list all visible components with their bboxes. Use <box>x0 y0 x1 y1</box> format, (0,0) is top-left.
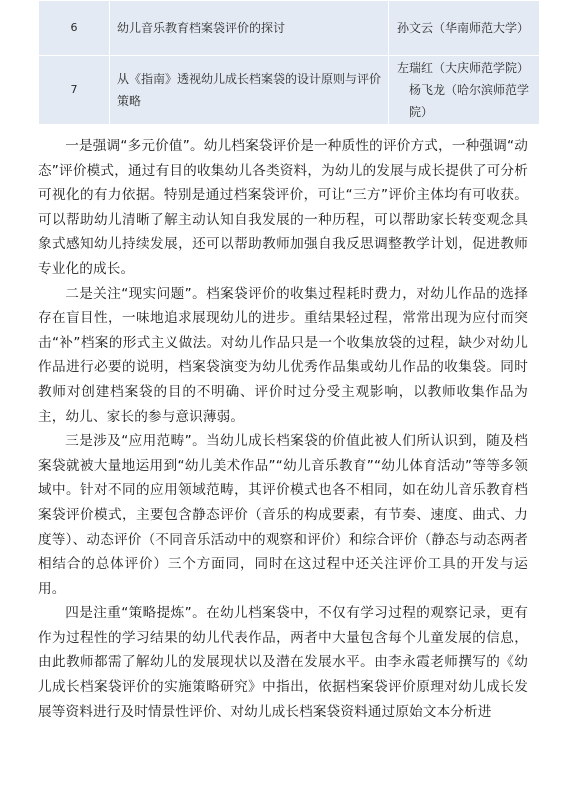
reference-table-wrapper <box>38 0 540 125</box>
author-name: 左瑞红（大庆师范学院） <box>397 61 530 75</box>
row-title: 从《指南》透视幼儿成长档案袋的设计原则与评价策略 <box>110 56 389 125</box>
author-name: 孙文云（华南师范大学） <box>397 21 530 35</box>
table-row <box>39 56 540 125</box>
row-number: 6 <box>39 1 110 56</box>
row-authors <box>389 1 540 56</box>
row-title: 幼儿音乐教育档案袋评价的探讨 <box>110 1 389 56</box>
paragraph-strategy-refinement: 四是注重“策略提炼”。在幼儿档案袋中，不仅有学习过程的观察记录，更有作为过程性的学习结果的幼儿代表作品，两者中大量包含每个儿童发展的信息，由此教师都需了解幼儿的发展现状以及潜在发展水平。由李永霞老师撰写的《幼儿成长档案袋评价的实施策略研究》中指出，依据档案袋评价原理对幼儿成长发展等资料进行及时情景性评价、对幼儿成长档案袋资料通过原始文本分析进 <box>38 605 528 720</box>
author-name: 杨飞龙（哈尔滨师范学院） <box>409 83 530 119</box>
row-number: 7 <box>39 56 110 125</box>
row-authors <box>389 56 540 125</box>
paragraph-practical-issues: 二是关注“现实问题”。档案袋评价的收集过程耗时费力，对幼儿作品的选择存在盲目性，一味地追求展现幼儿的进步。重结果轻过程，常常出现为应付而突击“补”档案的形式主义做法。对幼儿作品只是一个收集放袋的过程，缺少对幼儿作品进行必要的说明，档案袋演变为幼儿优秀作品集或幼儿作品的收集袋。同时教师对创建档案袋的目的不明确、评价时过分受主观影响，以教师收集作品为主，幼儿、家长的参与意识薄弱。 <box>38 285 528 425</box>
paragraph-multiple-values: 一是强调“多元价值”。幼儿档案袋评价是一种质性的评价方式，一种强调“动态”评价模式，通过有目的收集幼儿各类资料，为幼儿的发展与成长提供了可分析可视化的有力依据。特别是通过档案袋评价，可让“三方”评价主体均有可收获。可以帮助幼儿清晰了解主动认知自我发展的一种历程，可以帮助家长转变观念具象式感知幼儿持续发展，还可以帮助教师加强自我反思调整教学计划，促进教师专业化的成长。 <box>38 138 528 277</box>
reference-table <box>38 0 540 125</box>
document-body <box>38 134 528 724</box>
table-row <box>39 1 540 56</box>
paragraph-application-scope: 三是涉及“应用范畴”。当幼儿成长档案袋的价值此被人们所认识到，随及档案袋就被大量地运用到“幼儿美术作品”“幼儿音乐教育”“幼儿体育活动”等等多领域中。针对不同的应用领域范畴，其评价模式也各不相同，如在幼儿音乐教育档案袋评价模式，主要包含静态评价（音乐的构成要素，有节奏、速度、曲式、力度等）、动态评价（不同音乐活动中的观察和评价）和综合评价（静态与动态两者相结合的总体评价）三个方面同，同时在这过程中还关注评价工具的开发与运用。 <box>38 433 528 597</box>
